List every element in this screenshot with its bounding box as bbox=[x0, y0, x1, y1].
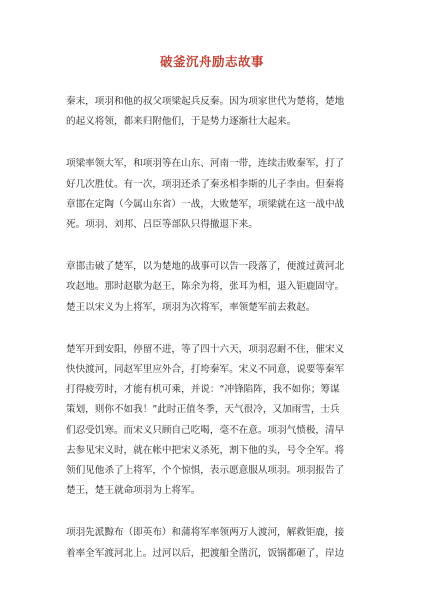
paragraph bbox=[66, 340, 368, 502]
text-line: 攻赵地。那时赵歇为赵王，陈余为将，张耳为相，退入钜鹿固守。 bbox=[66, 281, 345, 293]
paragraph bbox=[66, 257, 368, 318]
paragraph bbox=[66, 92, 368, 132]
text-line: 快快渡河，同赵军里应外合，打垮秦军。宋义不同意，说要等秦军 bbox=[66, 364, 345, 376]
paragraph bbox=[66, 523, 368, 563]
text-line: 章邯在定陶（今属山东省）一战，大败楚军，项梁就在这一战中战 bbox=[66, 198, 345, 210]
paragraph bbox=[66, 154, 368, 235]
text-line: 项梁率领大军，和项羽等在山东、河南一带，连续击败秦军，打了 bbox=[66, 158, 345, 170]
document-title: 破釜沉舟励志故事 bbox=[159, 54, 264, 69]
document-body bbox=[66, 92, 368, 586]
text-line: 楚军开到安阳，停留不进，等了四十六天，项羽忍耐不住，催宋义 bbox=[66, 343, 345, 355]
text-line: 着率全军渡河北上。过河以后，把渡船全凿沉，饭锅都砸了，岸边 bbox=[66, 547, 345, 559]
text-line: 项羽先派黥布（即英布）和蒲将军率领两万人渡河，解救钜鹿，接 bbox=[66, 527, 345, 539]
text-line: 领们见他杀了上将军，个个惊惧，表示愿意服从项羽。项羽报告了 bbox=[66, 465, 345, 477]
text-line: 打得疲劳时，才能有机可乘，并说：“冲锋陷阵，我不如你；筹谋 bbox=[66, 384, 340, 396]
text-line: 楚王，楚王就命项羽为上将军。 bbox=[66, 485, 201, 497]
text-line: 的起义将领，都来归附他们，于是势力逐渐壮大起来。 bbox=[66, 116, 297, 128]
text-line: 秦末，项羽和他的叔父项梁起兵反秦。因为项家世代为楚将，楚地 bbox=[66, 96, 345, 107]
text-line: 们忍受饥寒。而宋义只顾自己吃喝，毫不在意。项羽气愤极，清早 bbox=[66, 424, 345, 436]
text-line: 章邯击破了楚军，以为楚地的战事可以告一段落了，便渡过黄河北 bbox=[66, 261, 345, 273]
text-line: 楚王以宋义为上将军，项羽为次将军，率领楚军前去救赵。 bbox=[66, 301, 316, 313]
text-line: 好几次胜仗。有一次，项羽还杀了秦丞相李斯的儿子李由。但秦将 bbox=[66, 178, 345, 190]
text-line: 策划，则你不如我！”此时正值冬季，天气很冷，又加雨雪，士兵 bbox=[66, 404, 340, 416]
text-line: 死。项羽、刘邦、吕臣等部队只得撤退下来。 bbox=[66, 219, 258, 231]
text-line: 去参见宋义时，就在帐中把宋义杀死，割下他的头，号令全军。将 bbox=[66, 444, 345, 456]
